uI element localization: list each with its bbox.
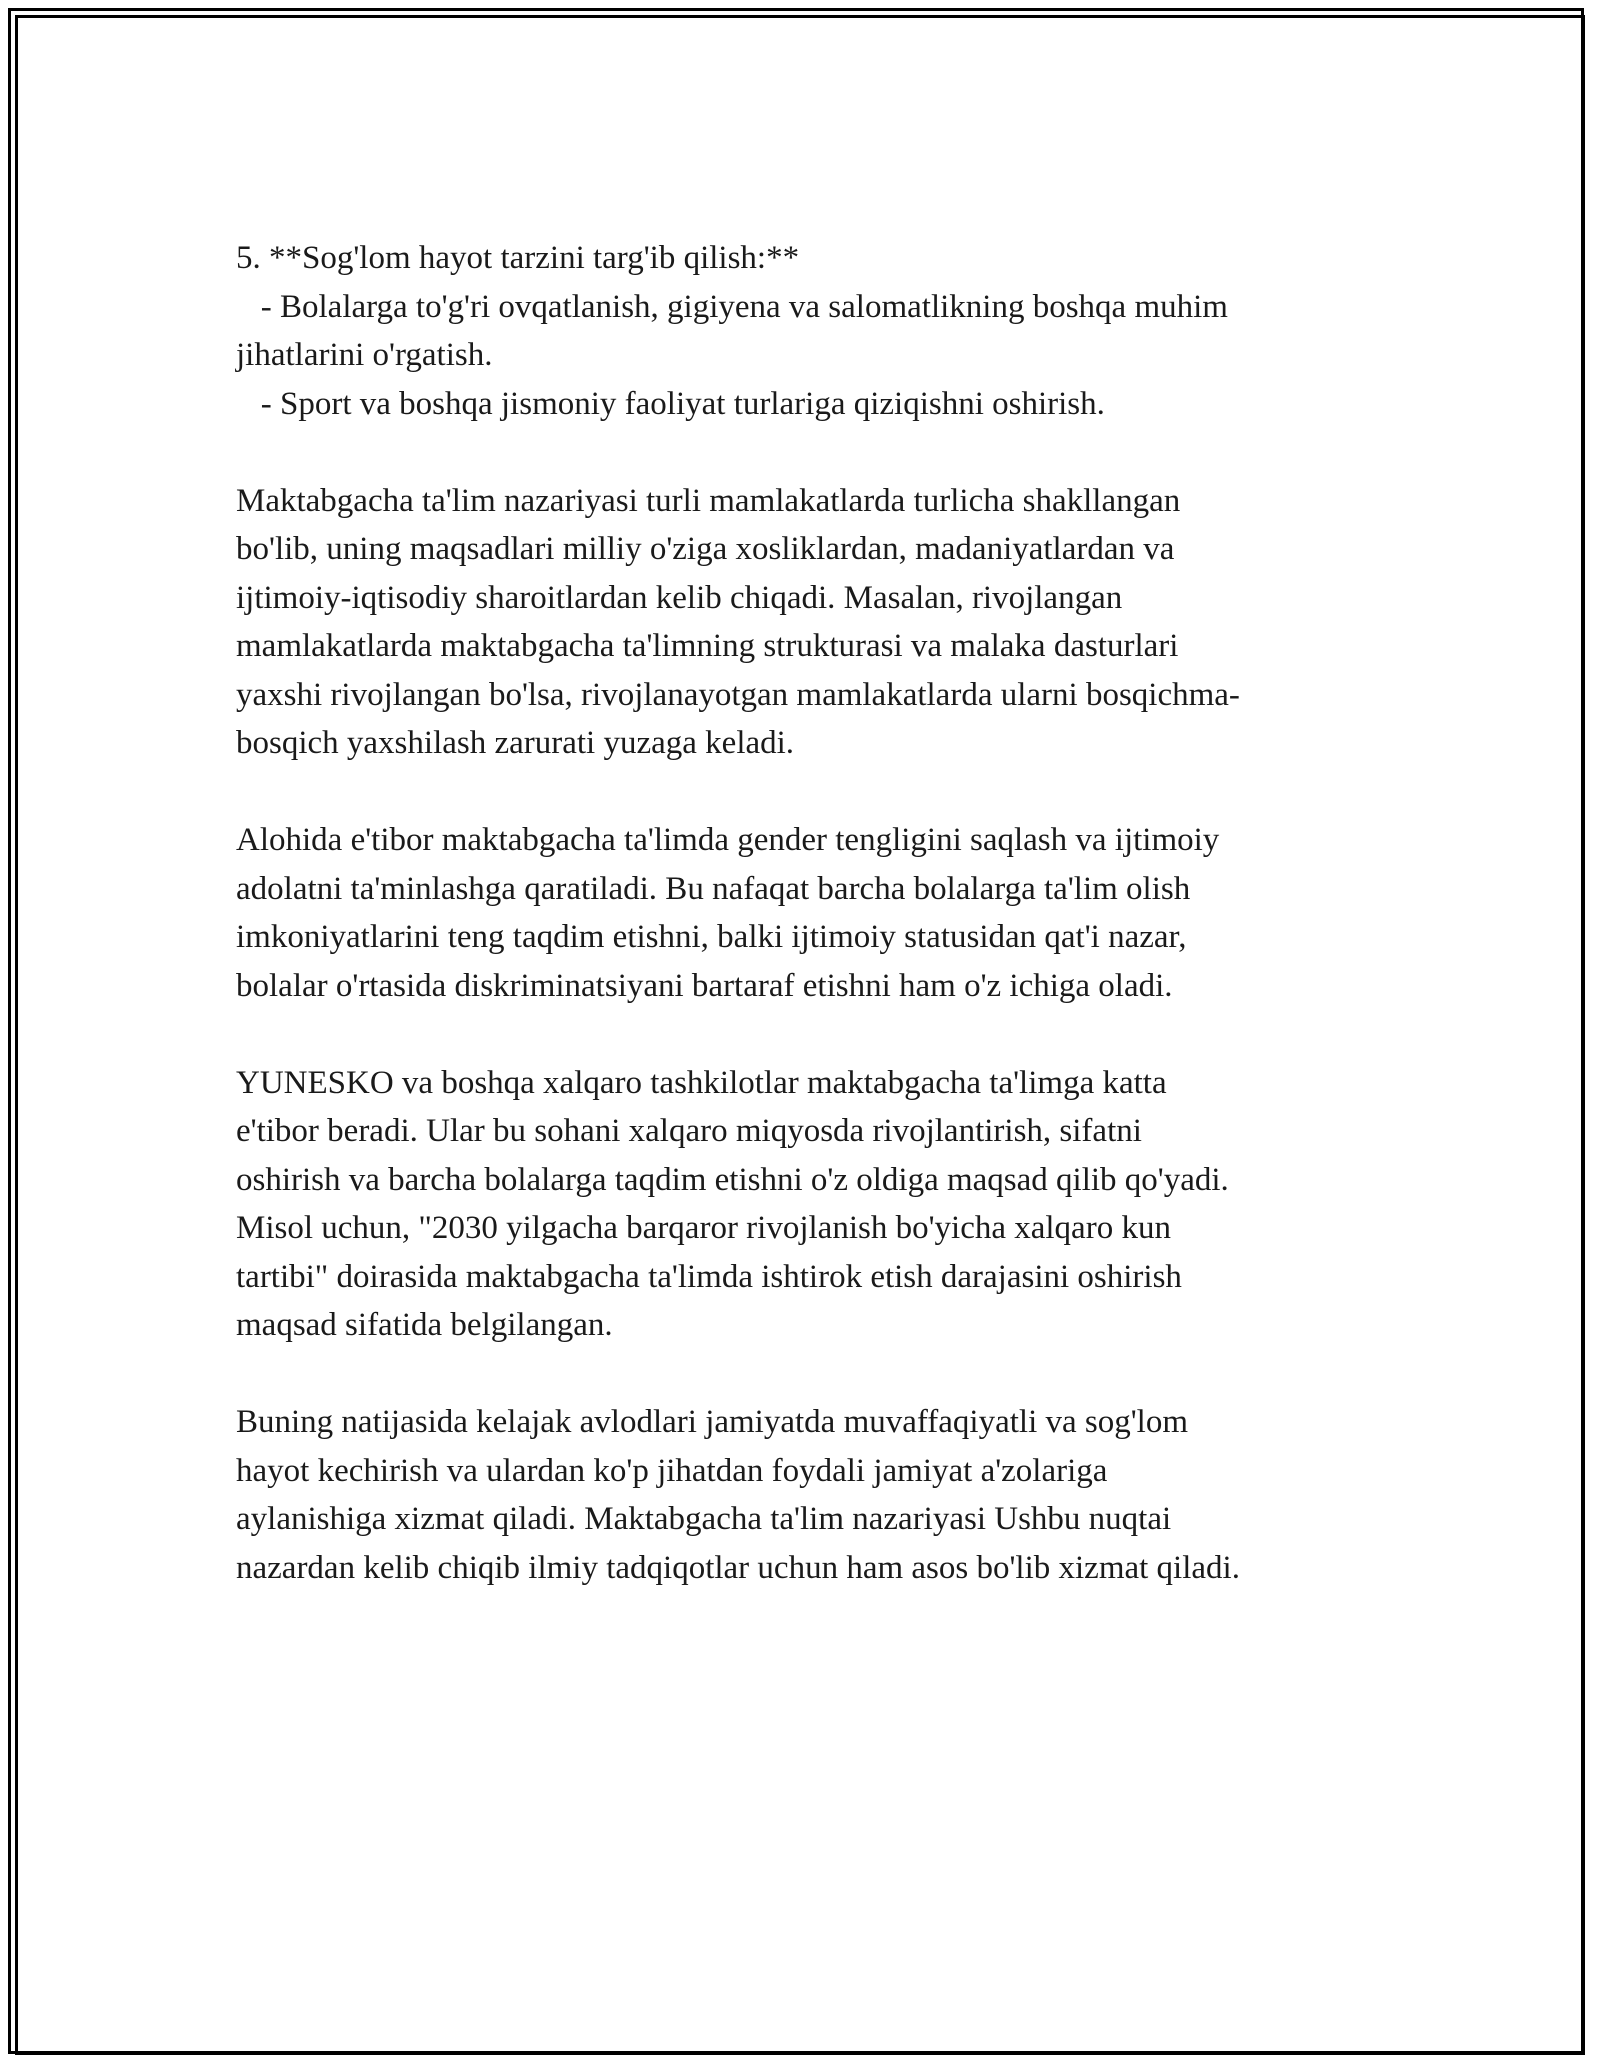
text-line: YUNESKO va boshqa xalqaro tashkilotlar maktabgacha ta'limga katta <box>236 1064 1167 1101</box>
paragraph-conclusion <box>236 1398 1361 1592</box>
paragraph-gender-equality <box>236 816 1361 1010</box>
text-line: imkoniyatlarini teng taqdim etishni, balki ijtimoiy statusidan qat'i nazar, <box>236 919 1187 955</box>
text-line: yaxshi rivojlangan bo'lsa, rivojlanayotgan mamlakatlarda ularni bosqichma- <box>236 676 1240 713</box>
text-line: adolatni ta'minlashga qaratiladi. Bu nafaqat barcha bolalarga ta'lim olish <box>236 870 1191 907</box>
text-line: - Sport va boshqa jismoniy faoliyat turlariga qiziqishni oshirish. <box>236 385 1105 422</box>
text-line: nazardan kelib chiqib ilmiy tadqiqotlar uchun ham asos bo'lib xizmat qiladi. <box>236 1549 1240 1586</box>
paragraph-unesco <box>236 1059 1361 1350</box>
text-line: jihatlarini o'rgatish. <box>236 337 493 373</box>
text-line: Misol uchun, "2030 yilgacha barqaror rivojlanish bo'yicha xalqaro kun <box>236 1210 1171 1246</box>
text-line: aylanishiga xizmat qiladi. Maktabgacha ta'lim nazariyasi Ushbu nuqtai <box>236 1501 1172 1537</box>
text-line: - Bolalarga to'g'ri ovqatlanish, gigiyena va salomatlikning boshqa muhim <box>236 288 1228 325</box>
text-line: bosqich yaxshilash zarurati yuzaga keladi. <box>236 725 795 761</box>
text-line: Buning natijasida kelajak avlodlari jamiyatda muvaffaqiyatli va sog'lom <box>236 1404 1189 1440</box>
text-line: bolalar o'rtasida diskriminatsiyani bartaraf etishni ham o'z ichiga oladi. <box>236 967 1173 1004</box>
text-line: ijtimoiy-iqtisodiy sharoitlardan kelib chiqadi. Masalan, rivojlangan <box>236 579 1123 616</box>
paragraph-healthy-lifestyle <box>236 234 1361 428</box>
text-line: 5. **Sog'lom hayot tarzini targ'ib qilish:** <box>236 240 800 276</box>
text-line: Maktabgacha ta'lim nazariyasi turli mamlakatlarda turlicha shakllangan <box>236 482 1181 519</box>
text-line: bo'lib, uning maqsadlari milliy o'ziga xosliklardan, madaniyatlardan va <box>236 531 1175 567</box>
document-body <box>236 234 1361 1641</box>
text-line: oshirish va barcha bolalarga taqdim etishni o'z oldiga maqsad qilib qo'yadi. <box>236 1161 1229 1198</box>
text-line: e'tibor beradi. Ular bu sohani xalqaro miqyosda rivojlantirish, sifatni <box>236 1113 1142 1149</box>
text-line: hayot kechirish va ulardan ko'p jihatdan foydali jamiyat a'zolariga <box>236 1452 1108 1489</box>
text-line: tartibi" doirasida maktabgacha ta'limda ishtirok etish darajasini oshirish <box>236 1258 1182 1295</box>
text-line: maqsad sifatida belgilangan. <box>236 1307 613 1343</box>
text-line: Alohida e'tibor maktabgacha ta'limda gender tengligini saqlash va ijtimoiy <box>236 822 1220 858</box>
paragraph-theory-countries <box>236 477 1361 768</box>
text-line: mamlakatlarda maktabgacha ta'limning strukturasi va malaka dasturlari <box>236 628 1179 664</box>
